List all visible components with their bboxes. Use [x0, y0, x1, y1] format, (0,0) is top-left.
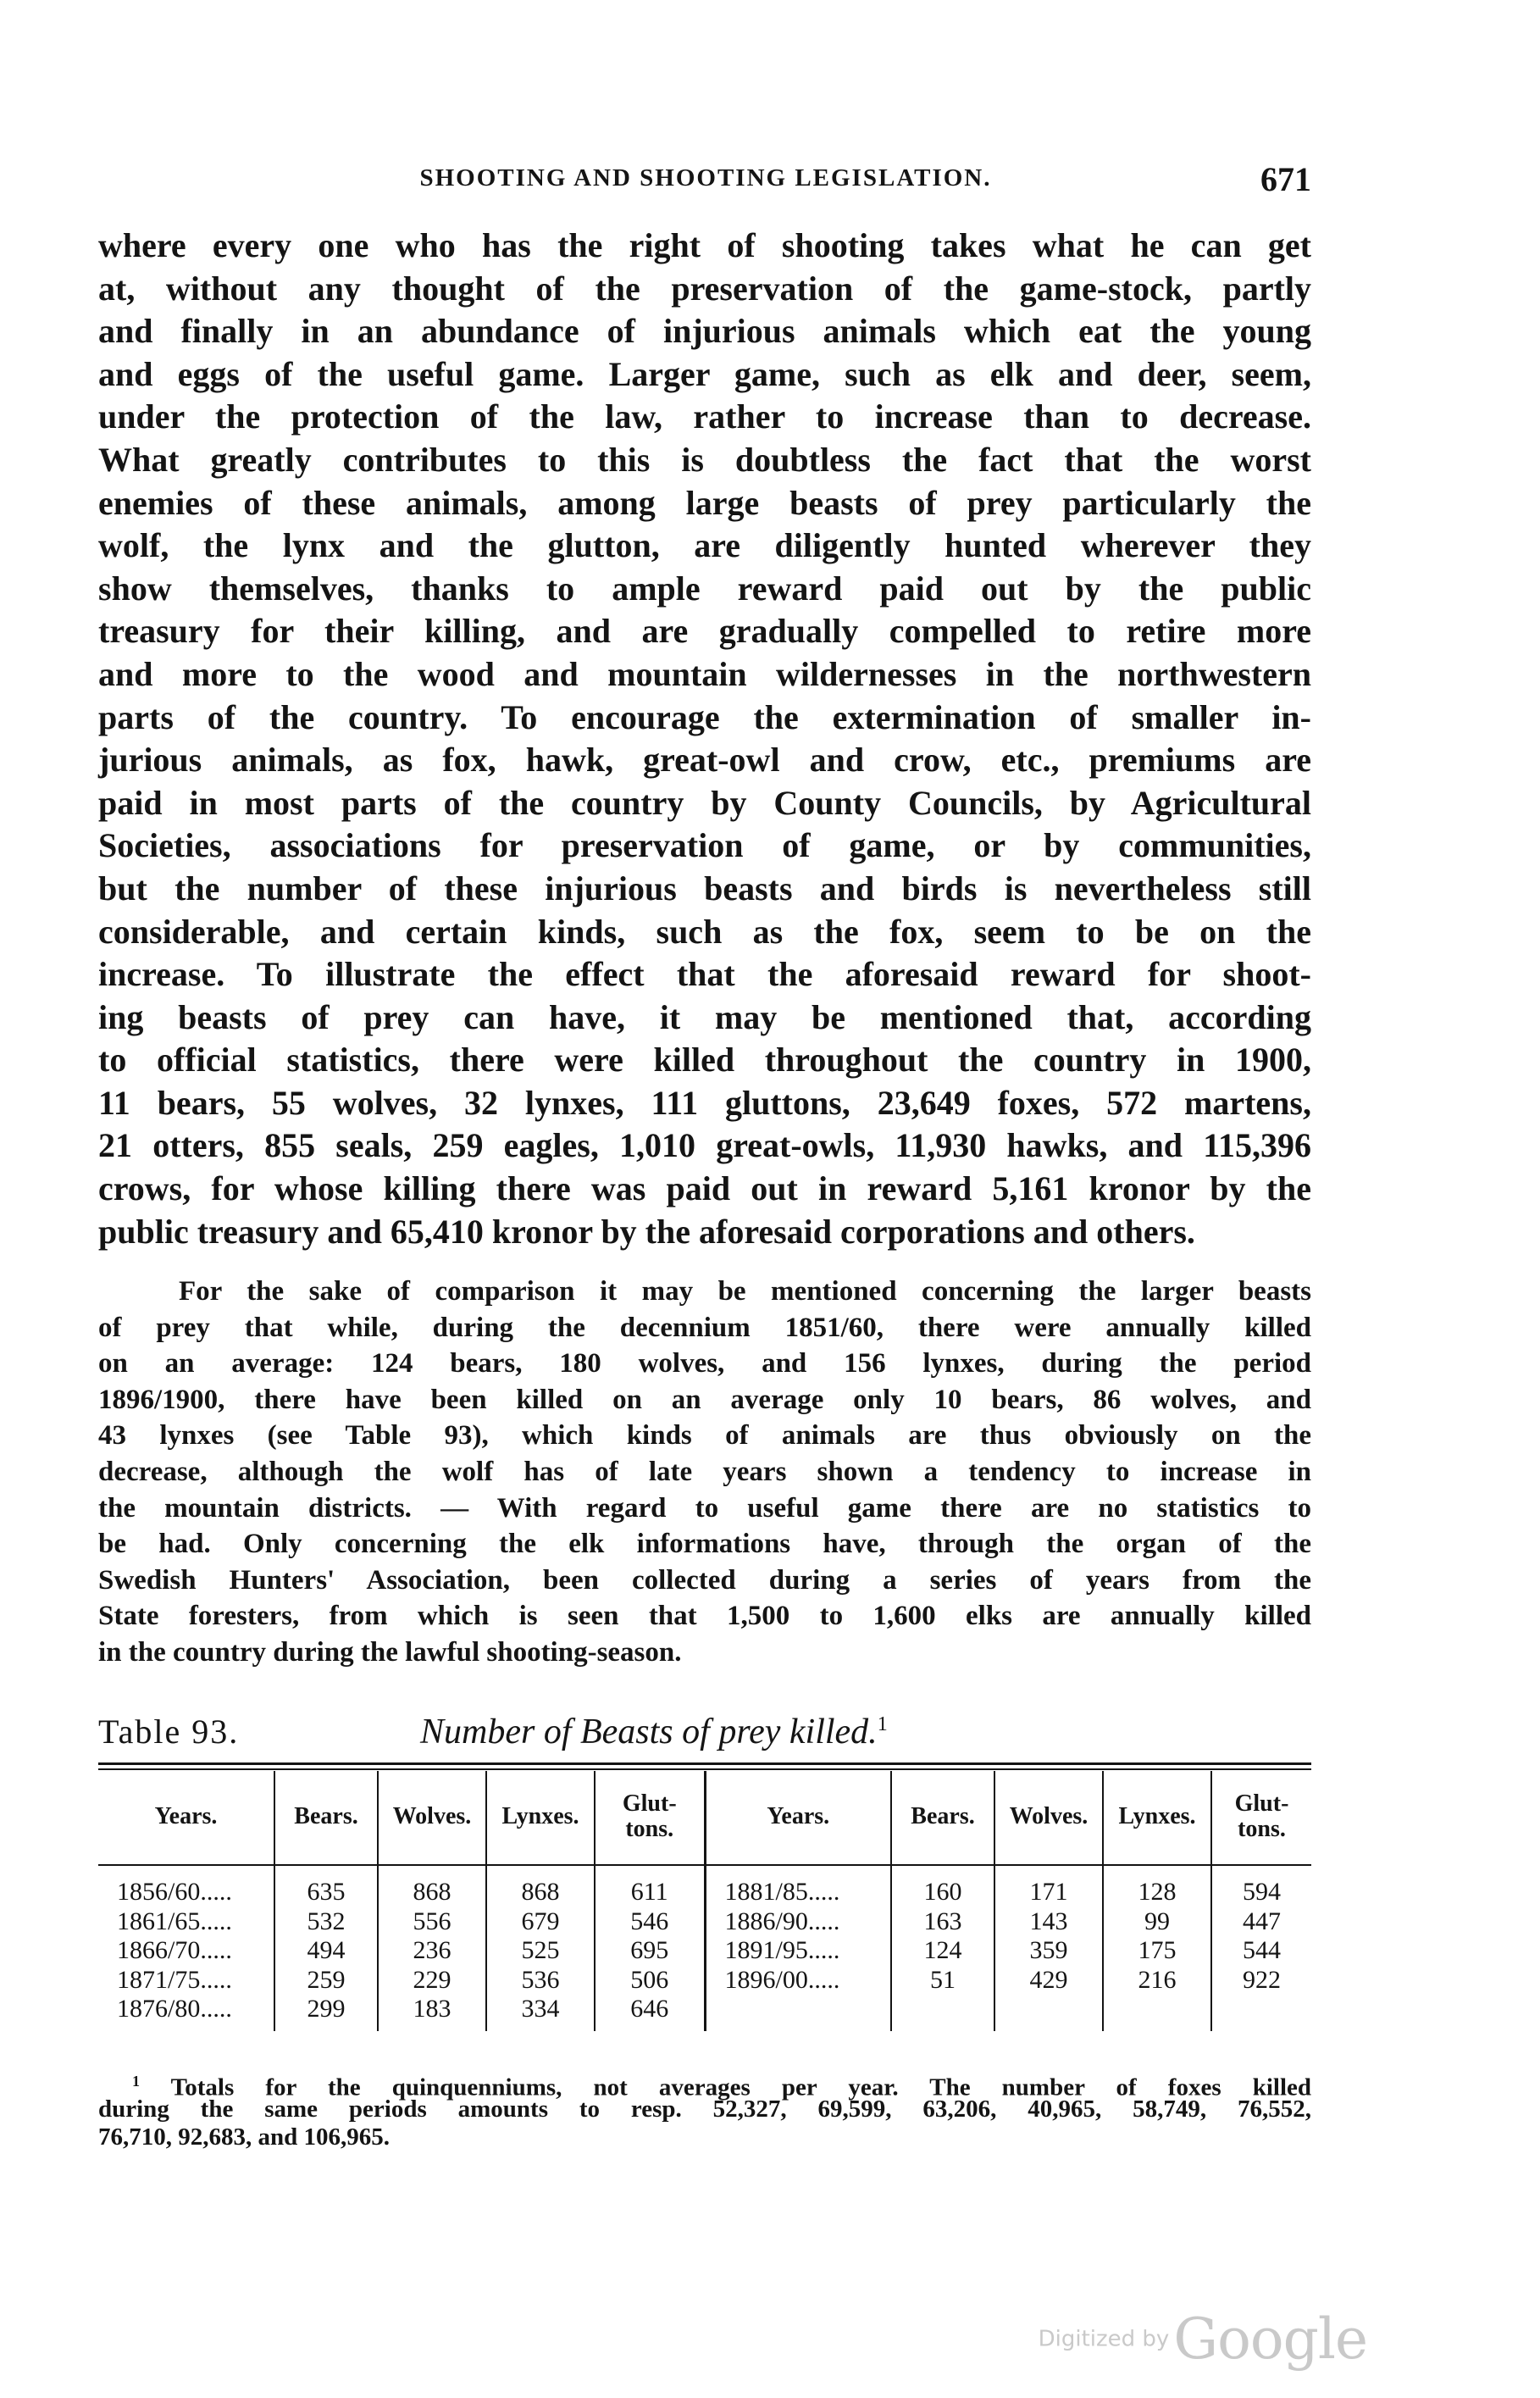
col-header-wolves: Wolves. [378, 1771, 486, 1862]
col-header-gluttons-line2: tons. [1238, 1816, 1286, 1842]
cell-years: 1881/85..... [705, 1878, 891, 1907]
table-title [420, 1712, 888, 1752]
cell-years: 1861/65..... [117, 1907, 232, 1935]
footnote-text: Totals for the quinquenniums, not averages per year. The number of foxes killed [170, 2073, 1311, 2101]
paragraph-line: parts of the country. To encourage the extermination of smaller in- [98, 697, 1311, 736]
col-header-bears: Bears. [274, 1771, 378, 1862]
cell-lynxes: 334 [486, 1995, 595, 2024]
paragraph-line: 21 otters, 855 seals, 259 eagles, 1,010 great-owls, 11,930 hawks, and 115,396 [98, 1126, 1311, 1165]
page-number: 671 [1260, 160, 1311, 198]
cell-lynxes: 99 [1103, 1907, 1211, 1937]
paragraph-line: public treasury and 65,410 kronor by the aforesaid corporations and others. [98, 1212, 1195, 1251]
paragraph-line: considerable, and certain kinds, such as the fox, seem to be on the [98, 912, 1311, 951]
cell-lynxes: 868 [486, 1878, 595, 1907]
cell-years: 1876/80..... [117, 1995, 232, 2023]
paragraph-line: 43 lynxes (see Table 93), which kinds of animals are thus obviously on the [98, 1420, 1311, 1452]
table-row [98, 1907, 1311, 1937]
cell-wolves: 183 [378, 1995, 486, 2024]
paragraph-line: on an average: 124 bears, 180 wolves, and 156 lynxes, during the period [98, 1348, 1311, 1379]
table-rule-top-thin [98, 1768, 1311, 1770]
col-header-gluttons [595, 1771, 705, 1862]
cell-years: 1891/95..... [705, 1936, 891, 1966]
cell-years: 1886/90..... [705, 1907, 891, 1937]
cell-empty [705, 1995, 891, 2024]
cell-bears: 163 [891, 1907, 994, 1937]
table-row [98, 1966, 1311, 1996]
cell-wolves: 229 [378, 1966, 486, 1996]
paragraph-line: 1896/1900, there have been killed on an average only 10 bears, 86 wolves, and [98, 1384, 1311, 1415]
cell-years: 1866/70..... [117, 1936, 232, 1964]
paragraph-line: be had. Only concerning the elk informations have, through the organ of the [98, 1529, 1311, 1560]
paragraph-main [98, 225, 1311, 1253]
paragraph-line: State foresters, from which is seen that 1,500 to 1,600 elks are annually killed [98, 1601, 1311, 1632]
digitized-by-google-watermark [1039, 2306, 1367, 2372]
col-header-years: Years. [705, 1771, 891, 1862]
col-header-gluttons [1211, 1771, 1311, 1862]
table-row [98, 1878, 1311, 1907]
cell-empty [1103, 1995, 1211, 2024]
cell-lynxes: 679 [486, 1907, 595, 1937]
table-header-row [98, 1771, 1311, 1862]
col-header-bears: Bears. [891, 1771, 994, 1862]
paragraph-line: in the country during the lawful shooting-season. [98, 1636, 682, 1668]
cell-empty [994, 1995, 1103, 2024]
paragraph-line: and finally in an abundance of injurious animals which eat the young [98, 312, 1311, 351]
table-rule-top [98, 1762, 1311, 1765]
cell-gluttons: 506 [595, 1966, 705, 1996]
paragraph-line: paid in most parts of the country by County Councils, by Agricultural [98, 783, 1311, 822]
running-head [100, 159, 1311, 202]
paragraph-line: where every one who has the right of shooting takes what he can get [98, 226, 1311, 264]
cell-wolves: 143 [994, 1907, 1103, 1937]
paragraph-line: Societies, associations for preservation of game, or by communities, [98, 826, 1311, 865]
cell-gluttons: 611 [595, 1878, 705, 1907]
table-row [98, 1995, 1311, 2024]
cell-empty [891, 1995, 994, 2024]
paragraph-line: What greatly contributes to this is doubtless the fact that the worst [98, 440, 1311, 479]
cell-years: 1856/60..... [117, 1878, 232, 1906]
cell-lynxes: 128 [1103, 1878, 1211, 1907]
paragraph-line: treasury for their killing, and are gradually compelled to retire more [98, 612, 1311, 651]
cell-wolves: 359 [994, 1936, 1103, 1966]
footnote-mark: 1 [132, 2073, 140, 2090]
table-footnote [98, 2068, 1311, 2151]
cell-lynxes: 216 [1103, 1966, 1211, 1996]
paragraph-line: to official statistics, there were killed throughout the country in 1900, [98, 1041, 1311, 1080]
paragraph-line: but the number of these injurious beasts and birds is nevertheless still [98, 869, 1311, 908]
paragraph-line: wolf, the lynx and the glutton, are diligently hunted wherever they [98, 526, 1311, 565]
cell-bears: 160 [891, 1878, 994, 1907]
footnote-line: during the same periods amounts to resp. 52,327, 69,599, 63,206, 40,965, 58,749, 76,552, [98, 2095, 1311, 2123]
footnote-line: 76,710, 92,683, and 106,965. [98, 2123, 391, 2151]
paragraph-line: For the sake of comparison it may be mentioned concerning the larger beasts [179, 1276, 1311, 1307]
watermark-brand: Google [1173, 2306, 1367, 2372]
cell-gluttons: 546 [595, 1907, 705, 1937]
paragraph-line: of prey that while, during the decennium 1851/60, there were annually killed [98, 1312, 1311, 1343]
cell-lynxes: 525 [486, 1936, 595, 1966]
footnote-line [98, 2068, 1311, 2101]
paragraph-line: the mountain districts. — With regard to useful game there are no statistics to [98, 1492, 1311, 1524]
cell-wolves: 556 [378, 1907, 486, 1937]
cell-wolves: 236 [378, 1936, 486, 1966]
cell-gluttons: 695 [595, 1936, 705, 1966]
paragraph-line: show themselves, thanks to ample reward paid out by the public [98, 569, 1311, 608]
watermark-prefix: Digitized by [1038, 2326, 1170, 2352]
cell-bears: 259 [274, 1966, 378, 1996]
col-header-lynxes: Lynxes. [1103, 1771, 1211, 1862]
table-title-text: Number of Beasts of prey killed. [420, 1712, 878, 1751]
paragraph-line: 11 bears, 55 wolves, 32 lynxes, 111 gluttons, 23,649 foxes, 572 martens, [98, 1083, 1311, 1122]
cell-lynxes: 536 [486, 1966, 595, 1996]
cell-wolves: 429 [994, 1966, 1103, 1996]
cell-bears: 532 [274, 1907, 378, 1937]
cell-lynxes: 175 [1103, 1936, 1211, 1966]
running-title: SHOOTING AND SHOOTING LEGISLATION. [419, 164, 992, 192]
paragraph-line: increase. To illustrate the effect that the aforesaid reward for shoot- [98, 955, 1311, 994]
table-label: Table 93. [98, 1712, 240, 1751]
table-caption [98, 1712, 1311, 1756]
cell-years: 1896/00..... [705, 1966, 891, 1996]
paragraph-comparison [98, 1274, 1311, 1671]
paragraph-line: crows, for whose killing there was paid out in reward 5,161 kronor by the [98, 1169, 1311, 1208]
cell-gluttons: 594 [1211, 1878, 1311, 1907]
cell-gluttons: 447 [1211, 1907, 1311, 1937]
paragraph-line: ing beasts of prey can have, it may be mentioned that, according [98, 997, 1311, 1036]
col-header-years: Years. [154, 1803, 218, 1829]
cell-wolves: 868 [378, 1878, 486, 1907]
cell-bears: 635 [274, 1878, 378, 1907]
col-header-lynxes: Lynxes. [486, 1771, 595, 1862]
cell-bears: 124 [891, 1936, 994, 1966]
col-header-gluttons-line1: Glut- [1234, 1790, 1289, 1817]
paragraph-line: jurious animals, as fox, hawk, great-owl and crow, etc., premiums are [98, 741, 1311, 780]
beasts-of-prey-table [98, 1771, 1311, 2031]
cell-bears: 299 [274, 1995, 378, 2024]
cell-gluttons: 544 [1211, 1936, 1311, 1966]
col-header-wolves: Wolves. [994, 1771, 1103, 1862]
paragraph-line: under the protection of the law, rather to increase than to decrease. [98, 397, 1311, 436]
col-header-gluttons-line1: Glut- [622, 1790, 677, 1817]
cell-bears: 494 [274, 1936, 378, 1966]
cell-years: 1871/75..... [117, 1965, 232, 1994]
paragraph-line: enemies of these animals, among large beasts of prey particularly the [98, 483, 1311, 522]
paragraph-line: Swedish Hunters' Association, been collected during a series of years from the [98, 1564, 1311, 1596]
cell-gluttons: 922 [1211, 1966, 1311, 1996]
cell-wolves: 171 [994, 1878, 1103, 1907]
paragraph-line: at, without any thought of the preservation of the game-stock, partly [98, 269, 1311, 308]
footnote-marker: 1 [877, 1713, 888, 1735]
table-row [98, 1936, 1311, 1966]
paragraph-line: and eggs of the useful game. Larger game, such as elk and deer, seem, [98, 354, 1311, 393]
cell-empty [1211, 1995, 1311, 2024]
col-header-gluttons-line2: tons. [625, 1816, 674, 1842]
cell-gluttons: 646 [595, 1995, 705, 2024]
paragraph-line: and more to the wood and mountain wildernesses in the northwestern [98, 654, 1311, 693]
cell-bears: 51 [891, 1966, 994, 1996]
paragraph-line: decrease, although the wolf has of late years shown a tendency to increase in [98, 1456, 1311, 1487]
